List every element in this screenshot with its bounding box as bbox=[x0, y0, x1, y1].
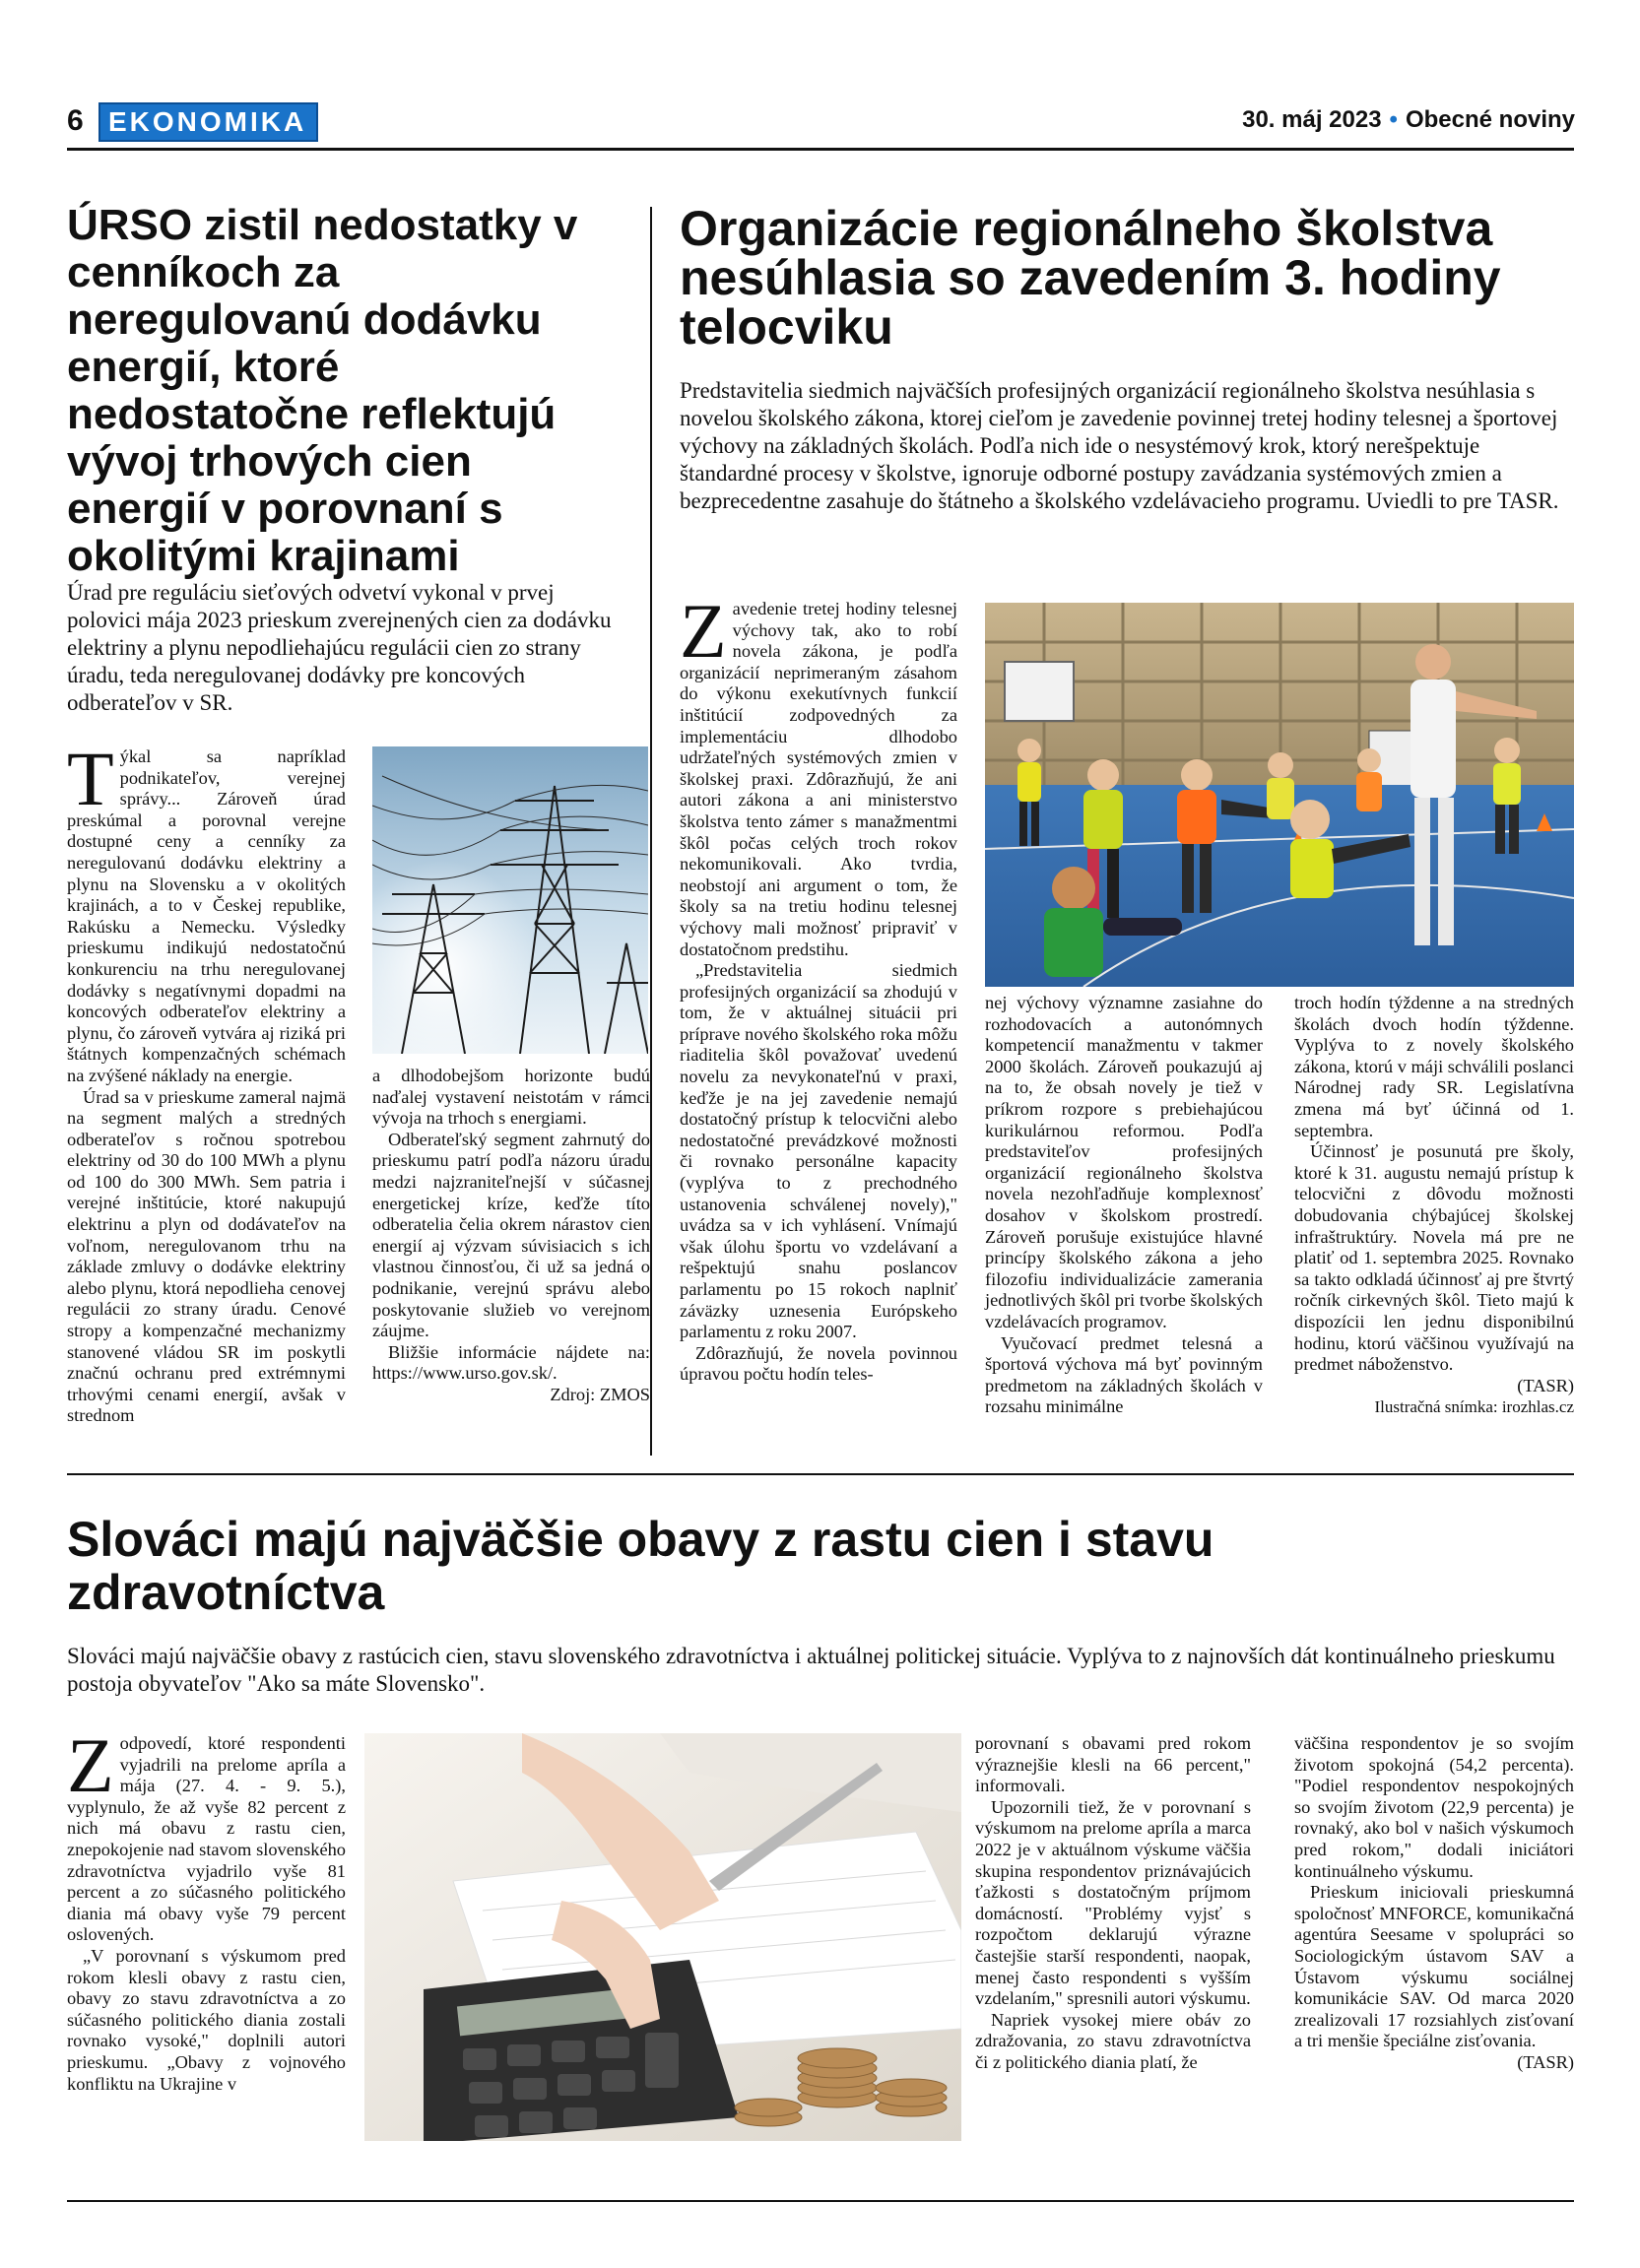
article2-column-2 bbox=[985, 993, 1263, 1418]
article1-dropcap: T bbox=[67, 736, 114, 821]
article1-column-1 bbox=[67, 736, 346, 1427]
article1-lead: Úrad pre reguláciu sieťových odvetví vykonal v prvej polovici mája 2023 prieskum zverejnených cien za dodávku elektriny a plynu nepodliehajúcu regulácii cien zo strany úradu, teda neregulovanej dodávky pre koncových odberateľov v SR. bbox=[67, 580, 612, 715]
header-rule bbox=[67, 148, 1574, 151]
article3-paragraph: väčšina respondentov je so svojím životom spokojná (54,2 percenta). "Podiel respondentov nespokojných so svojím životom (22,9 percenta) je rovnaký, ako bol v našich výskumoch pred rokom," dodali iniciátori kontinuálneho výskumu. bbox=[1294, 1733, 1574, 1881]
page-bottom-rule bbox=[67, 2200, 1574, 2202]
article3-column-3 bbox=[1294, 1733, 1574, 2074]
article1-source: Zdroj: ZMOS bbox=[550, 1384, 650, 1404]
article2-lead: Predstavitelia siedmich najväčších profesijných organizácií regionálneho školstva nesúhlasia s novelou školského zákona, ktorej cieľom je zavedenie povinnej tretej hodiny telesnej a športovej výchovy na základných školách. Podľa nich ide o nesystémový krok, ktorý nerešpektuje štandardné procesy v školstve, ignoruje odborné postupy zavádzania systémových zmien a bezprecedentne zasahuje do štátneho a školského vzdelávacieho programu. Uviedli to pre TASR. bbox=[680, 378, 1559, 513]
article1-headline: ÚRSO zistil nedostatky v cenníkoch za neregulovanú dodávku energií, ktoré nedostatočne reflektujú vývoj trhových cien energií v porovnaní s okolitými krajinami bbox=[67, 201, 578, 580]
article1-paragraph: ýkal sa napríklad podnikateľov, verejnej správy... Zároveň úrad preskúmal a porovnal verejne dostupné ceny a cenníky za neregulovanú dodávku elektriny a plynu na Slovensku a v okolitých krajinách, a to v Českej republike, Rakúsku a Nemecku. Výsledky prieskumu indikujú nedostatočnú konkurenciu na trhu neregulovanej dodávky s negatívnymi dopadmi na koncových odberateľov elektriny a plynu, čo zároveň vytvára aj riziká pri štátnych kompenzačných schémach na zvýšené náklady na energie. bbox=[67, 746, 346, 1085]
article3-headline: Slováci majú najväčšie obavy z rastu cien i stavu zdravotníctva bbox=[67, 1512, 1214, 1620]
article3-paragraph: Upozornili tiež, že v porovnaní s výskumom na prelome apríla a marca 2022 je v aktuálnom výskume väčšia skupina respondentov priznávajúcich ťažkosti s dostatočným príjmom domácností. "Problémy vyjsť s rozpočtom deklarujú výrazne častejšie starší respondenti, naopak, menej často respondenti s vyšším vzdelaním," spresnili autori výskumu. bbox=[975, 1796, 1251, 2009]
issue-date: 30. máj 2023 bbox=[1242, 106, 1382, 133]
page-number: 6 bbox=[67, 104, 84, 137]
article3-paragraph: Prieskum iniciovali prieskumná spoločnosť MNFORCE, komunikačná agentúra Seesame v spolupráci so Sociologickým ústavom SAV a Ústavom výskumu sociálnej komunikácie SAV. Od marca 2020 zrealizovali 17 rozsiahlych zisťovaní a tri menšie špeciálne zisťovania. bbox=[1294, 1882, 1574, 2051]
article2-paragraph: troch hodín týždenne a na stredných školách dvoch hodín týždenne. Vyplýva to z novely školského zákona, ktorú v máji schválili poslanci Národnej rady SR. Legislatívna zmena má byť účinná od 1. septembra. bbox=[1294, 993, 1574, 1140]
newspaper-name: Obecné noviny bbox=[1405, 106, 1575, 133]
article1-paragraph: a dlhodobejšom horizonte budú naďalej vystavení neistotám v rámci vývoja na trhoch s energiami. bbox=[372, 1066, 650, 1129]
article1-paragraph: Odberateľský segment zahrnutý do prieskumu patrí podľa názoru úradu medzi najzraniteľnejší v súčasnej energetickej kríze, keďže títo odberatelia čelia okrem nárastov cien energií aj výzvam súvisiacich s ich vlastnou činnosťou, či už sa jedná o podnikanie, verejnú správu alebo poskytovanie služieb vo verejnom záujme. bbox=[372, 1129, 650, 1341]
article2-paragraph: „Predstavitelia siedmich profesijných organizácií sa zhodujú v tom, že v aktuálnej situácii pri príprave nového školského roka môžu riaditelia škôl považovať uvedenú novelu za nevykonateľnú v praxi, keďže je na jej zavedenie nemajú dostatočný prístup k telocvični alebo nedostatočné prevádzkové možnosti či rovnako personálne kapacity (vyplýva to z prechodného ustanovenia schválenej novely)," uvádza sa v ich vyhlásení. Vnímajú však úlohu športu vo vzdelávaní a rešpektujú snahu poslancov parlamentu po 15 rokoch naplniť záväzky uznesenia Európskeho parlamentu z roku 2007. bbox=[680, 960, 957, 1342]
article3-column-1 bbox=[67, 1722, 346, 2095]
article2-source: (TASR) bbox=[1517, 1375, 1574, 1395]
article3-source: (TASR) bbox=[1517, 2051, 1574, 2072]
article3-column-2 bbox=[975, 1733, 1251, 2074]
article3-paragraph: „V porovnaní s výskumom pred rokom klesli obavy z rastu cien, obavy zo stavu zdravotníctva a zo súčasného politického diania zostali rovnako vysoké," doplnili autori prieskumu. „Obavy z vojnového konfliktu na Ukrajine v bbox=[67, 1945, 346, 2094]
article2-dropcap: Z bbox=[680, 588, 727, 674]
article3-lead: Slováci majú najväčšie obavy z rastúcich cien, stavu slovenského zdravotníctva i aktuálnej politickej situácie. Vyplýva to z najnovších dát kontinuálneho prieskumu postoja obyvateľov "Ako sa máte Slovensko". bbox=[67, 1644, 1555, 1696]
photo-credit: Ilustračná snímka: irozhlas.cz bbox=[1374, 1397, 1574, 1417]
article3-paragraph: odpovedí, ktoré respondenti vyjadrili na prelome apríla a mája (27. 4. - 9. 5.), vyplynulo, že až vyše 82 percent z nich má obavu z rastu cien, znepokojenie nad stavom slovenského zdravotníctva vyjadrilo vyše 81 percent a zo súčasného politického diania má obavy vyše 79 percent oslovených. bbox=[67, 1733, 346, 1945]
article2-paragraph: Zdôrazňujú, že novela povinnou úpravou počtu hodín teles- bbox=[680, 1342, 957, 1385]
article-divider bbox=[67, 1473, 1574, 1475]
article3-paragraph: Napriek vysokej miere obáv zo zdražovania, zo stavu zdravotníctva či z politického diania platí, že bbox=[975, 2009, 1251, 2072]
calculator-photo bbox=[364, 1733, 961, 2141]
article2-paragraph: avedenie tretej hodiny telesnej výchovy tak, ako to robí novela zákona, je podľa organizácií neprimeraným zásahom do výkonu exekutívnych funkcií inštitúcií zodpovedných za implementáciu dlhodobo udržateľných systémových zmien v školskej praxi. Zdôrazňujú, že ani autori zákona a ani ministerstvo školstva tento zámer s manažmentmi škôl počas celých troch rokov nekomunikovali. Ako tvrdia, neobstojí ani argument o tom, že školy sa na tretiu hodinu telesnej výchovy mali možnosť pripraviť v dostatočnom predstihu. bbox=[680, 599, 957, 959]
header-separator: • bbox=[1389, 106, 1398, 133]
article2-column-1 bbox=[680, 588, 957, 1386]
column-divider bbox=[650, 207, 652, 1456]
article2-headline: Organizácie regionálneho školstva nesúhlasia so zavedením 3. hodiny telocviku bbox=[680, 201, 1501, 355]
gym-class-photo bbox=[985, 603, 1574, 987]
article1-paragraph: Úrad sa v prieskume zameral najmä na segment malých a stredných odberateľov s ročnou spotrebou elektriny od 30 do 100 MWh a plynu od 100 do 300 MWh. Sem patria i verejné inštitúcie, ktoré nakupujú elektrinu a plyn od dodávateľov na voľnom, neregulovanom trhu na základe zmluvy o dodávke elektriny alebo plynu, ktorá nepodlieha cenovej regulácii zo strany úradu. Cenové stropy a kompenzačné mechanizmy stanovené vládou SR im poskytli značnú ochranu pred extrémnymi trhovými cenami energií, avšak v strednom bbox=[67, 1086, 346, 1426]
article2-column-3 bbox=[1294, 993, 1574, 1418]
power-lines-photo bbox=[372, 746, 648, 1054]
article1-paragraph: Bližšie informácie nájdete na: https://www.urso.gov.sk/. bbox=[372, 1341, 650, 1384]
section-label: EKONOMIKA bbox=[98, 102, 318, 142]
article3-paragraph: porovnaní s obavami pred rokom výraznejšie klesli na 66 percent," informovali. bbox=[975, 1733, 1251, 1796]
article1-column-2 bbox=[372, 1066, 650, 1406]
page-header-info bbox=[1242, 106, 1575, 134]
article2-paragraph: Vyučovací predmet telesná a športová výchova má byť povinným predmetom na základných školách v rozsahu minimálne bbox=[985, 1332, 1263, 1417]
article2-paragraph: Účinnosť je posunutá pre školy, ktoré k 31. augustu nemajú prístup k telocvični z dôvodu možnosti dobudovania chýbajúcej školskej infraštruktúry. Novela má pre ne platiť od 1. septembra 2025. Rovnako sa takto odkladá účinnosť aj pre štvrtý ročník cirkevných škôl. Tieto majú k dispozícii len jednu disponibilnú hodinu, ktorú väčšinou využívajú na predmet náboženstvo. bbox=[1294, 1141, 1574, 1375]
article2-paragraph: nej výchovy významne zasiahne do rozhodovacích a autonómnych kompetencií manažmentu v takmer 2000 školách. Zároveň poukazujú aj na to, že obsah novely je tiež v príkrom rozpore s prebiehajúcou kurikulárnou reformou. Podľa predstaviteľov profesijných organizácií regionálneho školstva novela nezohľadňuje komplexnosť dosahov v školskom prostredí. Zároveň porušuje existujúce hlavné princípy školského zákona a jeho filozofiu individualizácie zamerania jednotlivých škôl pri tvorbe školských vzdelávacích programov. bbox=[985, 993, 1263, 1331]
article3-dropcap: Z bbox=[67, 1722, 114, 1808]
